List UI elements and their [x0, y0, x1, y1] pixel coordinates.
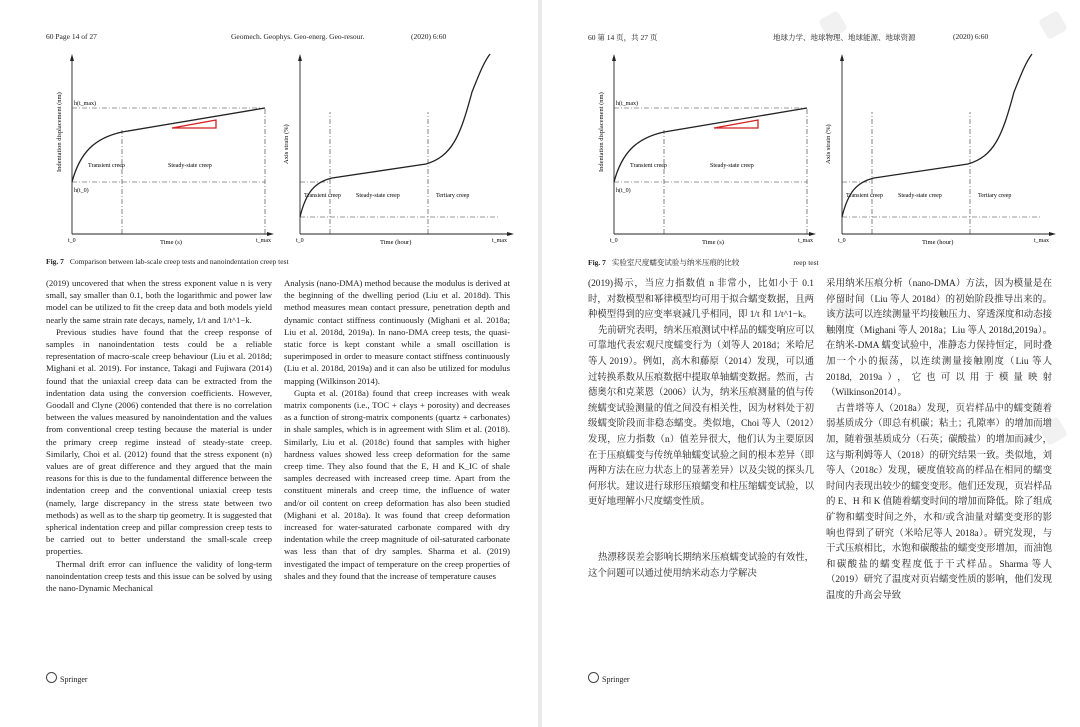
figure-7 — [598, 52, 1062, 252]
caption-text: 实验室尺度蠕变试验与纳米压痕的比较 — [611, 258, 740, 267]
text-column-2 — [284, 277, 510, 662]
plot-b-ylabel: Axis strain (%) — [825, 124, 832, 164]
plot-nanoindentation-creep — [598, 54, 816, 246]
plot-nanoindentation-creep — [56, 54, 274, 246]
figure-caption — [588, 257, 819, 268]
figure-7 — [56, 52, 520, 252]
caption-label: Fig. 7 — [588, 258, 606, 267]
springer-logo-icon — [588, 672, 599, 683]
plot-a-xmax: t_max — [256, 238, 271, 244]
plot-b-steady: Steady-state creep — [898, 193, 942, 199]
page-chinese — [542, 0, 1080, 727]
publisher-footer — [588, 672, 630, 684]
paragraph: 先前研究表明，纳米压痕测试中样品的蠕变响应可以可靠地代表宏观尺度蠕变行为（刘等人 2018d；米哈尼等人 2019）。例如，高木和藤原（2014）发现，可以通过转换系数从压痕数据中提取单轴蠕变数据。然而，古德奥尔和克莱恩（2006）认为，纳米压痕测量的值与传统蠕变试验测量的值之间没有相关性，因为材料处于初级蠕变阶段而非稳态蠕变。类似地，Choi 等人（2012）发现，应力指数（n）值差异很大，他们认为主要原因在于压痕蠕变与传统单轴蠕变试验之间的根本差异（即两种方法在应力状态上的显著差异）以及尖锐的探头几何形状。建议进行球形压痕蠕变和柱压缩蠕变试验，以更好地理解小尺度蠕变性质。 — [588, 325, 814, 508]
paragraph: Previous studies have found that the creep response of samples in nanoindentation tests could be a reliable representation of macro-scale creep behaviour (Liu et al. 2018d; Mighani et al. 2019). For instance, Takagi and Fujiwara (2014) found that the uniaxial creep data can be extracted from the indentation data using the conversion coefficients. However, Goodall and Clyne (2006) contended that there is no correlation between the values measured by nanoindentation and the values from conventional creep testing because the material is under the primary creep regime instead of steady-state creep. Similarly, Choi et al. (2012) found that the stress exponent (n) values are of great difference and they argued that the main reasons for this is due to the fundamental difference between the indentation creep and the conventional uniaxial creep tests (namely, large discrepancy in the stress state between two methods) as well as to the sharp tip geometry. It is suggested that spherical indentation creep and pillar compression creep tests to be carried out to better understand the small-scale creep properties. — [46, 326, 272, 557]
paragraph: 热漂移误差会影响长期纳米压痕蠕变试验的有效性，这个问题可以通过使用纳米动态力学解决 — [588, 552, 814, 579]
plot-a-xlabel: Time (s) — [160, 239, 182, 246]
paragraph: 采用纳米压痕分析（nano-DMA）方法，因为模量是在停留时间（Liu 等人 2018d）的初始阶段推导出来的。该方法可以连续测量平均接触压力、穿透深度和动态接触刚度（Mighani 等人 2018a；Liu 等人 2018d,2019a）。在纳米-DMA 蠕变试验中，准静态力保持恒定，同时叠加一个小的振荡，以连续测量接触刚度（Liu 等人 2018d, 2019a），它也可以用于模量映射（Wilkinson2014）。 — [826, 279, 1052, 399]
publisher-footer — [46, 672, 88, 684]
paragraph: 古普塔等人（2018a）发现，页岩样品中的蠕变随着弱基质成分（即总有机碳；粘土；孔隙率）的增加而增加，随着强基质成分（石英；碳酸盐）的增加而减少，这与斯利姆等人（2018）的研究结果一致。类似地，刘等人（2018c）发现，硬度值较高的样品在相同的蠕变时间内表现出较少的蠕变变形。他们还发现，页岩样品的 E、H 和 K 值随着蠕变时间的增加而降低。除了组成矿物和蠕变时间之外，水和/或含油量对蠕变变形的影响也得到了研究（米哈尼等人 2018a）。研究发现，与干式压痕相比，水饱和碳酸盐的蠕变变形增加，而油饱和碳酸盐的蠕变程度低于干式样品。Sharma 等人（2019）研究了温度对页岩蠕变性质的影响，他们发现温度的升高会导致 — [826, 403, 1052, 601]
plot-a-ylabel: Indentation displacement (nm) — [598, 92, 605, 172]
plot-a-transient: Transient creep — [630, 163, 667, 169]
plot-b-steady: Steady-state creep — [356, 193, 400, 199]
running-header — [46, 32, 518, 44]
plot-b-x0: t_0 — [838, 238, 846, 244]
text-column-2 — [826, 277, 1052, 662]
plot-b-transient: Transient creep — [304, 193, 341, 199]
plot-a-ytop: h(t_max) — [74, 101, 96, 107]
page-english — [0, 0, 538, 727]
plot-a-transient: Transient creep — [88, 163, 125, 169]
plot-a-steady: Steady-state creep — [710, 163, 754, 169]
plot-b-transient: Transient creep — [846, 193, 883, 199]
plot-b-xlabel: Time (hour) — [380, 239, 412, 246]
paragraph: (2019)揭示，当应力指数值 n 非常小，比如小于 0.1 时，对数模型和幂律模型均可用于拟合蠕变数据，且两种模型得到的应变率衰减几乎相同，即 1/t 和 1/t^1−k。 — [588, 279, 814, 321]
plot-a-ylabel: Indentation displacement (nm) — [56, 92, 63, 172]
plot-b-xlabel: Time (hour) — [922, 239, 954, 246]
creep-comparison-plots — [598, 52, 1062, 252]
plot-b-xmax: t_max — [492, 238, 507, 244]
paragraph: Gupta et al. (2018a) found that creep increases with weak matrix components (i.e., TOC + clays + porosity) and decreases as a function of strong-matrix components (quartz + carbonates) in shale samples, which is in agreement with Slim et al. (2018). Similarly, Liu et al. (2018c) found that samples with higher hardness values showed less creep deformation for the same creep time. They also found that the E, H and K_IC of shale samples decreased with increased creep time. Apart from the constituent minerals and creep time, the influence of water and/or oil content on creep deformation has also been studied (Mighani et al. 2018a). It was found that creep deformation increased for water-saturated carbonate compared with dry indentation while the creep magnitude of oil-saturated carbonate was less than that of dry samples. Sharma et al. (2019) investigated the impact of temperature on the creep properties of shales and they found that the increase of temperature causes — [284, 387, 510, 581]
plot-a-xlabel: Time (s) — [702, 239, 724, 246]
plot-b-xmax: t_max — [1034, 238, 1049, 244]
text-column-1 — [46, 277, 272, 662]
paragraph: Thermal drift error can influence the validity of long-term nanoindentation creep tests and this issue can be solved by using the nano-Dynamic Mechanical — [46, 558, 272, 594]
plot-b-ylabel: Axis strain (%) — [283, 124, 290, 164]
plot-b-tertiary: Tertiary creep — [436, 193, 470, 199]
plot-a-xmax: t_max — [798, 238, 813, 244]
plot-b-tertiary: Tertiary creep — [978, 193, 1012, 199]
plot-lab-creep — [283, 54, 514, 246]
caption-text: Comparison between lab-scale creep tests and nanoindentation creep test — [69, 257, 289, 266]
plot-a-steady: Steady-state creep — [168, 163, 212, 169]
paragraph: Analysis (nano-DMA) method because the modulus is derived at the beginning of the dwelling period (Liu et al. 2018d). This method measures mean contact pressure, penetration depth and dynamic contact stiffness continuously (Mighani et al. 2018a; Liu et al. 2018d, 2019a). In nano-DMA creep tests, the quasi-static force is kept constant while a small oscillation is superimposed in order to measure contact stiffness continuously (Liu et al. 2018d, 2019a) and it can also be utilized for modulus mapping (Wilkinson 2014). — [284, 278, 510, 386]
creep-comparison-plots — [56, 52, 520, 252]
page-number: 60 第 14 页，共 27 页 — [588, 33, 658, 42]
plot-a-x0: t_0 — [610, 238, 618, 244]
plot-a-ybot: h(t_0) — [616, 188, 631, 194]
running-header — [588, 32, 1060, 44]
plot-b-x0: t_0 — [296, 238, 304, 244]
publisher-name: Springer — [602, 675, 630, 684]
page-number: 60 Page 14 of 27 — [46, 32, 97, 41]
plot-a-ybot: h(t_0) — [74, 188, 89, 194]
plot-a-ytop: h(t_max) — [616, 101, 638, 107]
caption-label: Fig. 7 — [46, 257, 64, 266]
paragraph: (2019) uncovered that when the stress exponent value n is very small, say smaller than 0.1, both the logarithmic and power law model can be utilized to fit the creep data and both models yield nearly the same strain rate decays, namely, 1/t and 1/t^1−k. — [46, 278, 272, 325]
springer-logo-icon — [46, 672, 57, 683]
figure-caption — [46, 257, 289, 266]
text-column-1 — [588, 277, 814, 662]
plot-lab-creep — [825, 54, 1056, 246]
caption-tail: reep test — [793, 258, 819, 267]
plot-a-x0: t_0 — [68, 238, 76, 244]
publisher-name: Springer — [60, 675, 88, 684]
volume-ref: (2020) 6:60 — [953, 32, 989, 41]
volume-ref: (2020) 6:60 — [411, 32, 447, 41]
journal-name: Geomech. Geophys. Geo-energ. Geo-resour. — [231, 32, 365, 41]
journal-name: 地球力学、地球物理、地球能源、地球资源 — [773, 33, 916, 42]
